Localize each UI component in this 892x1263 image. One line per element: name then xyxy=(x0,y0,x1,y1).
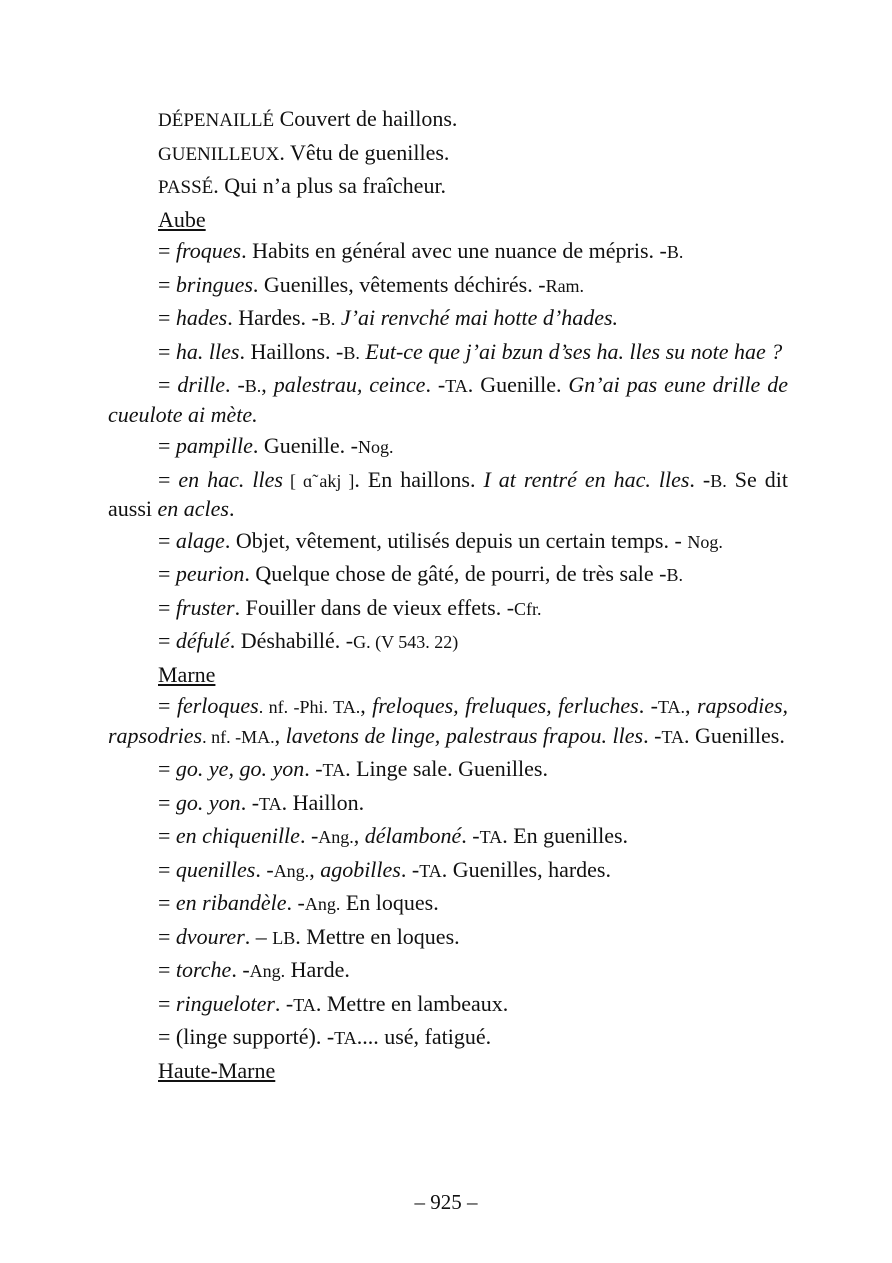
entry-hailles: = ha. lles. Haillons. -B. Eut-ce que j’ai bzun d’ses ha. lles su note hae ? xyxy=(158,338,783,364)
grammar-note: . nf. - xyxy=(258,697,300,717)
headword: DÉPENAILLÉ xyxy=(158,110,275,131)
dialect-word: en acles xyxy=(157,496,229,521)
dialect-word: freloques, freluques, ferluches xyxy=(372,693,639,718)
source-abbr: TA xyxy=(661,726,684,747)
source-abbr: Nog. xyxy=(358,437,394,457)
region-heading-haute-marne xyxy=(108,1057,788,1085)
entry-drille: = drille. -B., palestrau, ceince. -TA. Guenille. Gn’ai pas eune drille de cueulote ai mète. xyxy=(108,372,788,427)
definition: Couvert de haillons. xyxy=(274,106,458,131)
source-abbr: Ram. xyxy=(545,275,585,296)
source-abbr: B. xyxy=(318,309,336,329)
source-abbr: B. xyxy=(666,242,684,262)
dialect-word: lavetons de linge, palestraus frapou. lles xyxy=(285,722,644,748)
dialect-word: en chiquenille xyxy=(175,823,300,848)
source-abbr: Ang. xyxy=(249,961,286,981)
dialect-word: alage xyxy=(175,527,225,553)
source-abbr: TA xyxy=(322,760,346,780)
source-abbr: G. (V 543. 22) xyxy=(353,632,459,652)
source-abbr: Cfr. xyxy=(514,598,542,619)
entry-peurion: = peurion. Quelque chose de gâté, de pourri, de très sale -B. xyxy=(158,561,684,586)
source-abbr: B. xyxy=(666,565,684,585)
dialect-word: ringueloter xyxy=(175,990,275,1016)
source-abbr: B. xyxy=(710,470,727,491)
dialect-word: torche xyxy=(175,957,232,982)
page-content xyxy=(108,105,788,1088)
dialect-word: ferloques xyxy=(176,693,259,718)
source-abbr: B. xyxy=(244,376,262,396)
source-abbr: LB xyxy=(272,927,296,948)
dialect-word: peurion xyxy=(175,561,245,586)
example-sentence: J’ai renvché mai hotte d’hades. xyxy=(335,305,619,330)
source-abbr: Nog. xyxy=(687,531,723,552)
dialect-word: hades xyxy=(175,305,228,330)
entry-froques: = froques. Habits en général avec une nuance de mépris. -B. xyxy=(158,238,684,263)
entry-ribandele: = en ribandèle. -Ang. En loques. xyxy=(158,890,439,915)
entry-goye: = go. ye, go. yon. -TA. Linge sale. Guenilles. xyxy=(158,756,548,781)
dialect-word: ha. lles xyxy=(175,338,240,364)
dialect-word: palestrau, ceince xyxy=(273,372,426,397)
source-abbr: TA xyxy=(445,376,468,396)
example-sentence: I at rentré en hac. lles xyxy=(483,466,690,492)
entry-fruster: = fruster. Fouiller dans de vieux effets. -Cfr. xyxy=(158,594,542,620)
example-sentence: Gn’ai pas eune drille de cueulote ai mète. xyxy=(108,372,788,427)
heading-text: Marne xyxy=(158,661,216,687)
headword: GUENILLEUX xyxy=(158,143,280,165)
entry-en-hacles: = en hac. lles [ ɑ̃ akj ]. En haillons. I at rentré en hac. lles. -B. Se dit aussi en acles. xyxy=(108,466,788,521)
dialect-word: dvourer xyxy=(175,923,245,949)
entry-alage: = alage. Objet, vêtement, utilisés depuis un certain temps. - Nog. xyxy=(158,527,723,553)
region-heading-marne xyxy=(108,661,788,689)
definition: . Qui n’a plus sa fraîcheur. xyxy=(213,173,447,198)
source-abbr: TA. xyxy=(657,697,686,717)
heading-text: Haute-Marne xyxy=(158,1057,276,1083)
source-abbr: TA xyxy=(259,793,282,814)
source-abbr: MA. xyxy=(241,726,275,747)
dialect-word: fruster xyxy=(175,594,235,620)
entry-dvourer: = dvourer. – LB. Mettre en loques. xyxy=(158,923,460,949)
dialect-word: rapsodies, rapsodries xyxy=(108,693,789,748)
source-abbr: B. xyxy=(343,342,360,363)
dialect-word: drille xyxy=(177,372,226,397)
entry-goyon: = go. yon. -TA. Haillon. xyxy=(158,789,365,815)
entry-pampille: = pampille. Guenille. -Nog. xyxy=(158,433,394,458)
source-abbr: Phi. TA. xyxy=(299,697,361,717)
pronunciation: [ ɑ̃ akj ] xyxy=(282,470,355,491)
example-sentence: Eut-ce que j’ai bzun d’ses ha. lles su note hae ? xyxy=(359,338,783,364)
dialect-word: agobilles xyxy=(320,856,401,882)
source-abbr: Ang. xyxy=(273,860,310,881)
entry-ringueloter: = ringueloter. -TA. Mettre en lambeaux. xyxy=(158,990,509,1016)
source-abbr: TA xyxy=(334,1028,357,1048)
dialect-word: froques xyxy=(175,238,242,263)
grammar-note: . nf. - xyxy=(202,726,242,747)
definition: . Vêtu de guenilles. xyxy=(279,139,450,165)
dialect-word: délamboné xyxy=(364,823,462,848)
source-abbr: TA xyxy=(479,827,503,847)
dialect-word: go. ye, go. yon xyxy=(175,756,305,781)
entry-quenilles: = quenilles. -Ang., agobilles. -TA. Guenilles, hardes. xyxy=(158,856,611,882)
entry-chiquenille: = en chiquenille. -Ang., délamboné. -TA. En guenilles. xyxy=(158,823,629,848)
source-abbr: Ang. xyxy=(304,894,341,914)
source-abbr: TA xyxy=(419,860,442,881)
headword: PASSÉ xyxy=(158,177,214,198)
entry-bringues: = bringues. Guenilles, vêtements déchirés. -Ram. xyxy=(158,271,585,297)
entry-depenaille xyxy=(108,105,788,135)
entry-passe xyxy=(108,172,788,202)
entry-defule: = défulé. Déshabillé. -G. (V 543. 22) xyxy=(158,628,459,653)
entry-guenilleux xyxy=(108,139,788,169)
entry-ferloques: = ferloques. nf. -Phi. TA., freloques, freluques, ferluches. -TA., rapsodies, rapsodries. nf. -MA., lavetons de linge, palestraus frapou. lles. -TA. Guenilles. xyxy=(108,693,789,748)
dialect-word: en ribandèle xyxy=(175,890,287,915)
entry-linge: = (linge supporté). -TA.... usé, fatigué. xyxy=(158,1024,492,1049)
region-heading-aube xyxy=(108,206,788,234)
source-abbr: Ang. xyxy=(318,827,354,847)
dialect-word: en hac. lles xyxy=(178,466,283,492)
heading-text: Aube xyxy=(158,206,206,232)
page-number: – 925 – xyxy=(414,1190,478,1214)
source-abbr: TA xyxy=(293,994,316,1015)
dialect-word: défulé xyxy=(175,628,230,653)
entry-torche: = torche. -Ang. Harde. xyxy=(158,957,350,982)
entry-hades: = hades. Hardes. -B. J’ai renvché mai hotte d’hades. xyxy=(158,305,619,330)
dialect-word: quenilles xyxy=(175,856,256,882)
dialect-word: pampille xyxy=(175,433,253,458)
dialect-word: go. yon xyxy=(175,789,241,815)
dialect-word: bringues xyxy=(175,271,253,297)
